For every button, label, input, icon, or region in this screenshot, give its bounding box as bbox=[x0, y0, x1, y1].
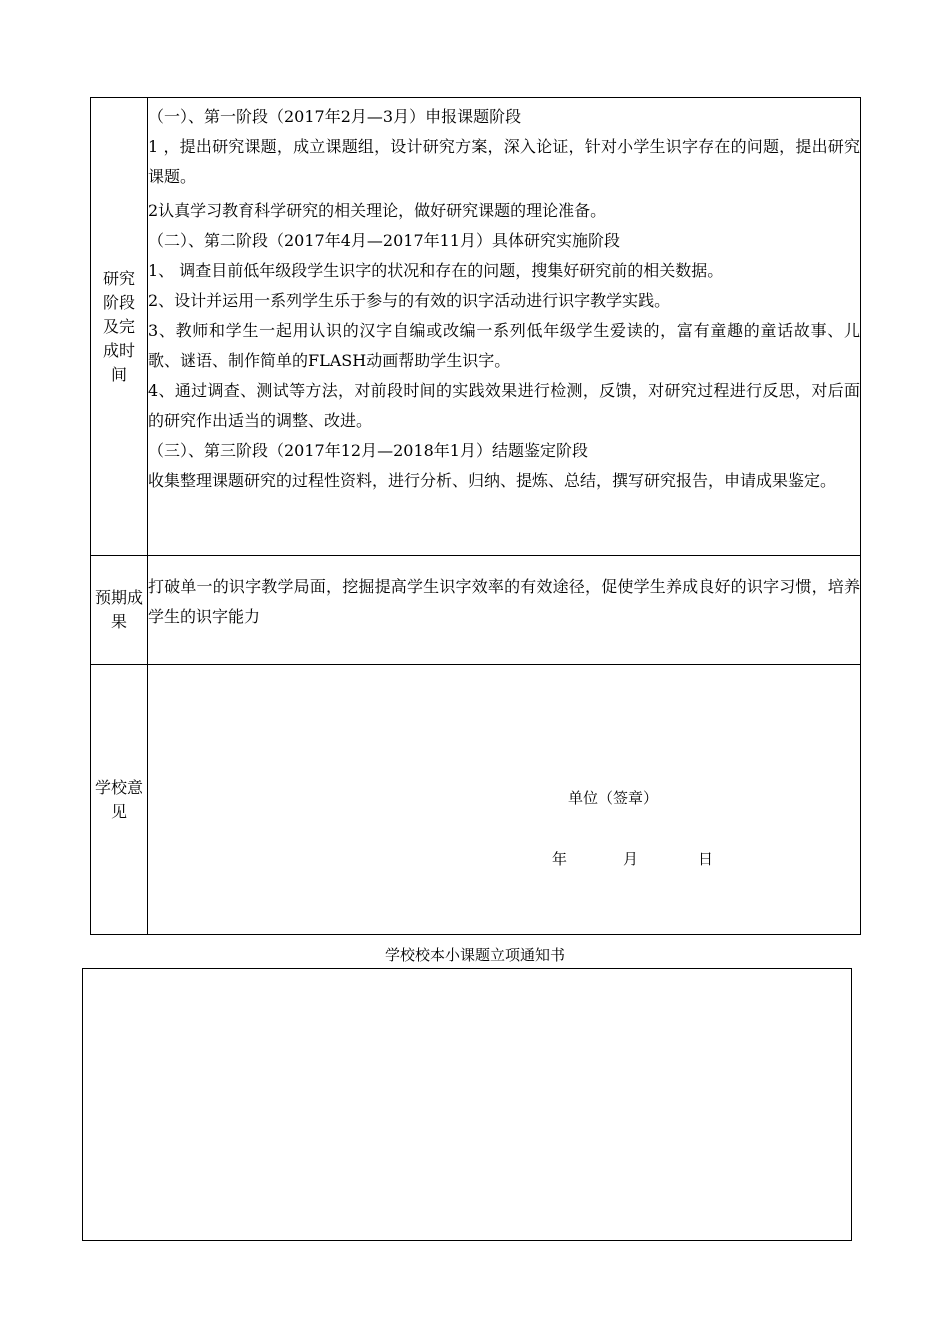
stages-label-line: 阶段 bbox=[102, 292, 135, 312]
outcome-content-cell bbox=[148, 556, 861, 665]
opinion-label-line: 见 bbox=[110, 801, 127, 821]
stages-label-cell bbox=[91, 98, 148, 556]
stage-one-item: 2认真学习教育科学研究的相关理论，做好研究课题的理论准备。 bbox=[148, 201, 607, 220]
stage-three-item: 收集整理课题研究的过程性资料，进行分析、归纳、提炼、总结，撰写研究报告，申请成果鉴定。 bbox=[148, 471, 837, 490]
stage-two-item: 4、通过调查、测试等方法，对前段时间的实践效果进行检测，反馈，对研究过程进行反思，对后面的研究作出适当的调整、改进。 bbox=[148, 381, 860, 430]
stage-one-heading: （一）、第一阶段（2017年2月—3月）申报课题阶段 bbox=[148, 107, 522, 126]
day-label: 日 bbox=[698, 850, 714, 868]
outcome-label-cell bbox=[91, 556, 148, 665]
stages-label-line: 研究 bbox=[102, 268, 135, 288]
stages-label-line: 间 bbox=[110, 364, 127, 384]
project-form-table bbox=[90, 97, 861, 935]
stage-three-heading: （三）、第三阶段（2017年12月—2018年1月）结题鉴定阶段 bbox=[148, 441, 588, 460]
year-label: 年 bbox=[552, 850, 568, 868]
stages-content-cell bbox=[148, 98, 861, 556]
stage-two-item: 2、设计并运用一系列学生乐于参与的有效的识字活动进行识字教学实践。 bbox=[148, 291, 671, 310]
opinion-label-line: 学校意 bbox=[94, 777, 143, 797]
date-line bbox=[552, 848, 713, 869]
notice-title: 学校校本小课题立项通知书 bbox=[384, 946, 565, 964]
stage-two-item: 1、 调查目前低年级段学生识字的状况和存在的问题，搜集好研究前的相关数据。 bbox=[148, 261, 724, 280]
stages-row bbox=[91, 98, 861, 556]
stage-one-item: 1 ，提出研究课题，成立课题组，设计研究方案，深入论证，针对小学生识字存在的问题，提出研究课题。 bbox=[148, 137, 860, 186]
outcome-label-line: 果 bbox=[110, 612, 127, 631]
opinion-label-cell bbox=[91, 665, 148, 935]
stages-label-line: 成时 bbox=[102, 340, 135, 360]
notice-box bbox=[82, 968, 852, 1241]
opinion-content-cell bbox=[148, 665, 861, 935]
month-label: 月 bbox=[623, 850, 639, 868]
stage-two-heading: （二）、第二阶段（2017年4月—2017年11月）具体研究实施阶段 bbox=[148, 231, 620, 250]
outcome-text: 打破单一的识字教学局面，挖掘提高学生识字效率的有效途径，促使学生养成良好的识字习惯，培养学生的识字能力 bbox=[148, 577, 860, 626]
opinion-row bbox=[91, 665, 861, 935]
outcome-label-line: 预期成 bbox=[94, 588, 143, 607]
seal-label: 单位（签章） bbox=[568, 789, 659, 807]
stage-two-item: 3、教师和学生一起用认识的汉字自编或改编一系列低年级学生爱读的，富有童趣的童话故事、儿歌、谜语、制作简单的FLASH动画帮助学生识字。 bbox=[148, 321, 860, 370]
stages-label-line: 及完 bbox=[102, 316, 135, 336]
outcome-row bbox=[91, 556, 861, 665]
